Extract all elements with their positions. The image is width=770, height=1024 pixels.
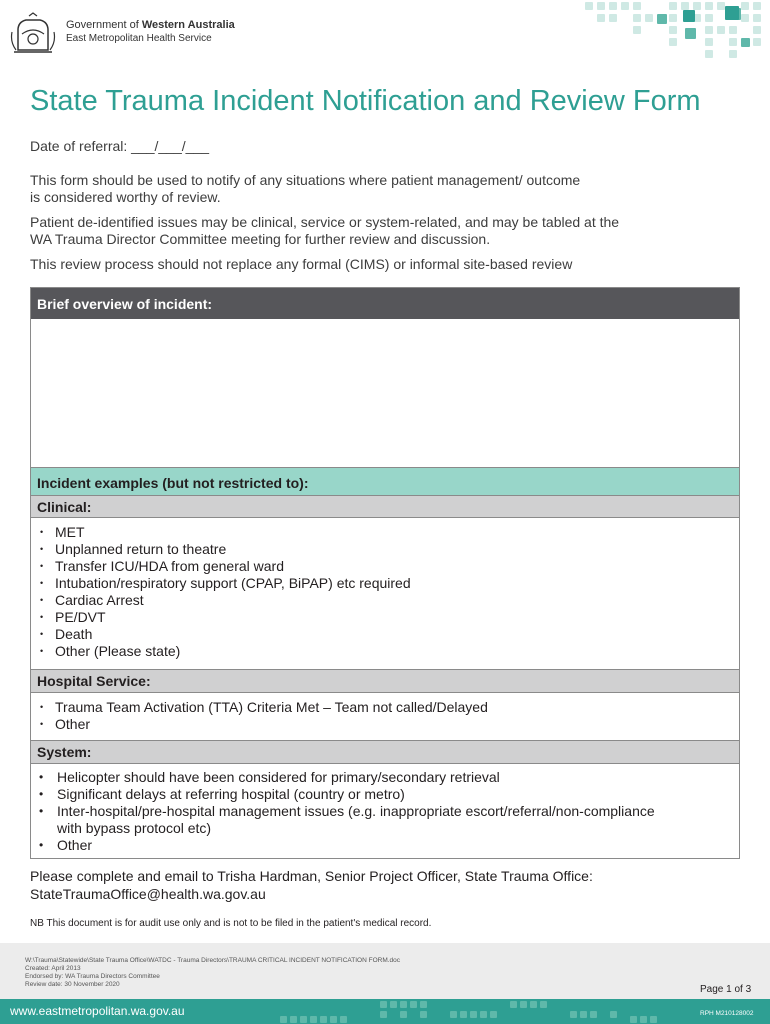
list-item-continuation: with bypass protocol etc) — [57, 820, 212, 836]
overview-heading: Brief overview of incident: — [31, 288, 739, 319]
review-date: Review date: 30 November 2020 — [25, 981, 120, 988]
list-item: • Transfer ICU/HDA from general ward — [40, 558, 284, 574]
list-item: • Unplanned return to theatre — [40, 541, 227, 557]
audit-note: NB This document is for audit use only and is not to be filed in the patient's medical record. — [30, 918, 432, 929]
list-item: • Intubation/respiratory support (CPAP, BiPAP) etc required — [40, 575, 411, 591]
system-heading: System: — [31, 740, 739, 764]
date-of-referral-field[interactable]: Date of referral: ___/___/___ — [30, 138, 210, 154]
health-service-name: East Metropolitan Health Service — [66, 33, 212, 44]
clinical-heading: Clinical: — [31, 495, 739, 518]
created-date: Created: April 2013 — [25, 965, 81, 972]
wa-crest-logo — [10, 12, 56, 56]
government-name: Government of Western Australia — [66, 19, 235, 31]
list-item: • PE/DVT — [40, 609, 106, 625]
page-title: State Trauma Incident Notification and Review Form — [30, 85, 701, 117]
intro-paragraph-3: This review process should not replace any formal (CIMS) or informal site-based review — [30, 256, 573, 272]
intro-paragraph-1-line-1: This form should be used to notify of any situations where patient management/ outcome — [30, 172, 581, 188]
overview-text-area[interactable] — [31, 319, 739, 467]
endorsed-by: Endorsed by: WA Trauma Directors Committee — [25, 973, 160, 980]
list-item: • Cardiac Arrest — [40, 592, 144, 608]
list-item: • Other (Please state) — [40, 643, 181, 659]
footer-decorative-dots — [270, 999, 770, 1024]
file-path: W:\Trauma\Statewide\State Trauma Office\WATDC - Trauma Directors\TRAUMA CRITICAL INCIDENT NOTIFICATION FORM.doc — [25, 957, 401, 964]
contact-line: Please complete and email to Trisha Hardman, Senior Project Officer, State Trauma Office: — [30, 868, 593, 884]
list-item: • Helicopter should have been considered for primary/secondary retrieval — [39, 769, 500, 785]
hospital-service-heading: Hospital Service: — [31, 669, 739, 693]
list-item: • Death — [40, 626, 93, 642]
examples-heading: Incident examples (but not restricted to): — [31, 467, 739, 495]
incident-form-table — [30, 287, 740, 859]
intro-paragraph-2-line-2: WA Trauma Director Committee meeting for further review and discussion. — [30, 231, 491, 247]
page-number: Page 1 of 3 — [700, 984, 752, 995]
list-item: • Other — [39, 837, 93, 853]
contact-email-link[interactable]: StateTraumaOffice@health.wa.gov.au — [30, 886, 266, 902]
document-metadata — [25, 957, 400, 989]
intro-paragraph-2-line-1: Patient de-identified issues may be clinical, service or system-related, and may be tabled at the — [30, 214, 620, 230]
list-item: • MET — [40, 524, 85, 540]
list-item: • Trauma Team Activation (TTA) Criteria Met – Team not called/Delayed — [40, 699, 488, 715]
system-list — [31, 769, 655, 854]
clinical-list — [31, 524, 411, 660]
decorative-dots — [575, 0, 770, 66]
list-item: • Significant delays at referring hospital (country or metro) — [39, 786, 405, 802]
website-link[interactable]: www.eastmetropolitan.wa.gov.au — [10, 1004, 185, 1018]
list-item: • Other — [40, 716, 91, 732]
document-reference: RPH M210128002 — [700, 1010, 754, 1017]
intro-paragraph-1-line-2: is considered worthy of review. — [30, 189, 221, 205]
contact-instructions — [30, 867, 593, 903]
hospital-service-list — [31, 699, 488, 733]
page-header — [0, 0, 770, 70]
list-item: • Inter-hospital/pre-hospital management issues (e.g. inappropriate escort/referral/non-compliance — [39, 803, 655, 819]
